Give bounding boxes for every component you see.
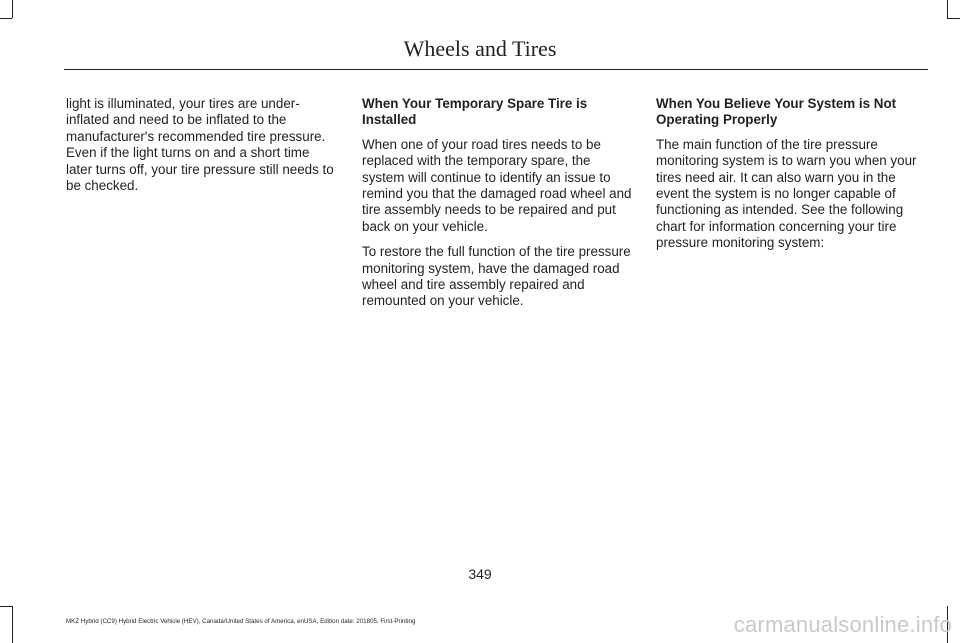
paragraph: The main function of the tire pressure monitoring system is to warn you when your tires need air. It can also warn you in the event the system is no longer capable of functioning as intended. See the following chart for information concerning your tire pressure monitoring system: (656, 136, 917, 251)
watermark: carmanualsonline.info (733, 612, 952, 637)
section-heading: When Your Temporary Spare Tire is Installed (362, 96, 588, 128)
crop-mark-bottom-left-horizontal (0, 606, 12, 607)
section-heading: When You Believe Your System is Not Operating Properly (656, 96, 897, 128)
crop-mark-top-right-vertical (947, 0, 948, 18)
crop-mark-top-left-vertical (12, 0, 13, 18)
text-column-1 (66, 96, 338, 203)
crop-mark-top-left-horizontal (0, 18, 12, 19)
page-title: Wheels and Tires (403, 36, 557, 61)
edition-footer: MKZ Hybrid (CC9) Hybrid Electric Vehicle (HEV), Canada/United States of America, enUSA, Edition date: 201805, First-Printing (66, 618, 416, 625)
paragraph: To restore the full function of the tire pressure monitoring system, have the damaged road wheel and tire assembly repaired and remounted on your vehicle. (362, 244, 631, 309)
text-column-2 (362, 96, 634, 319)
crop-mark-bottom-left-vertical (12, 606, 13, 643)
header-divider (64, 69, 928, 70)
crop-mark-top-right-horizontal (947, 18, 960, 19)
text-column-3 (656, 96, 928, 261)
page-number: 349 (468, 566, 492, 582)
paragraph: When one of your road tires needs to be replaced with the temporary spare, the system will continue to identify an issue to remind you that the damaged road wheel and tire assembly needs to be repaired and put back on your vehicle. (362, 136, 632, 234)
paragraph: light is illuminated, your tires are under-inflated and need to be inflated to the manufacturer's recommended tire pressure. Even if the light turns on and a short time later turns off, your tire pressure still needs to be checked. (66, 96, 334, 194)
